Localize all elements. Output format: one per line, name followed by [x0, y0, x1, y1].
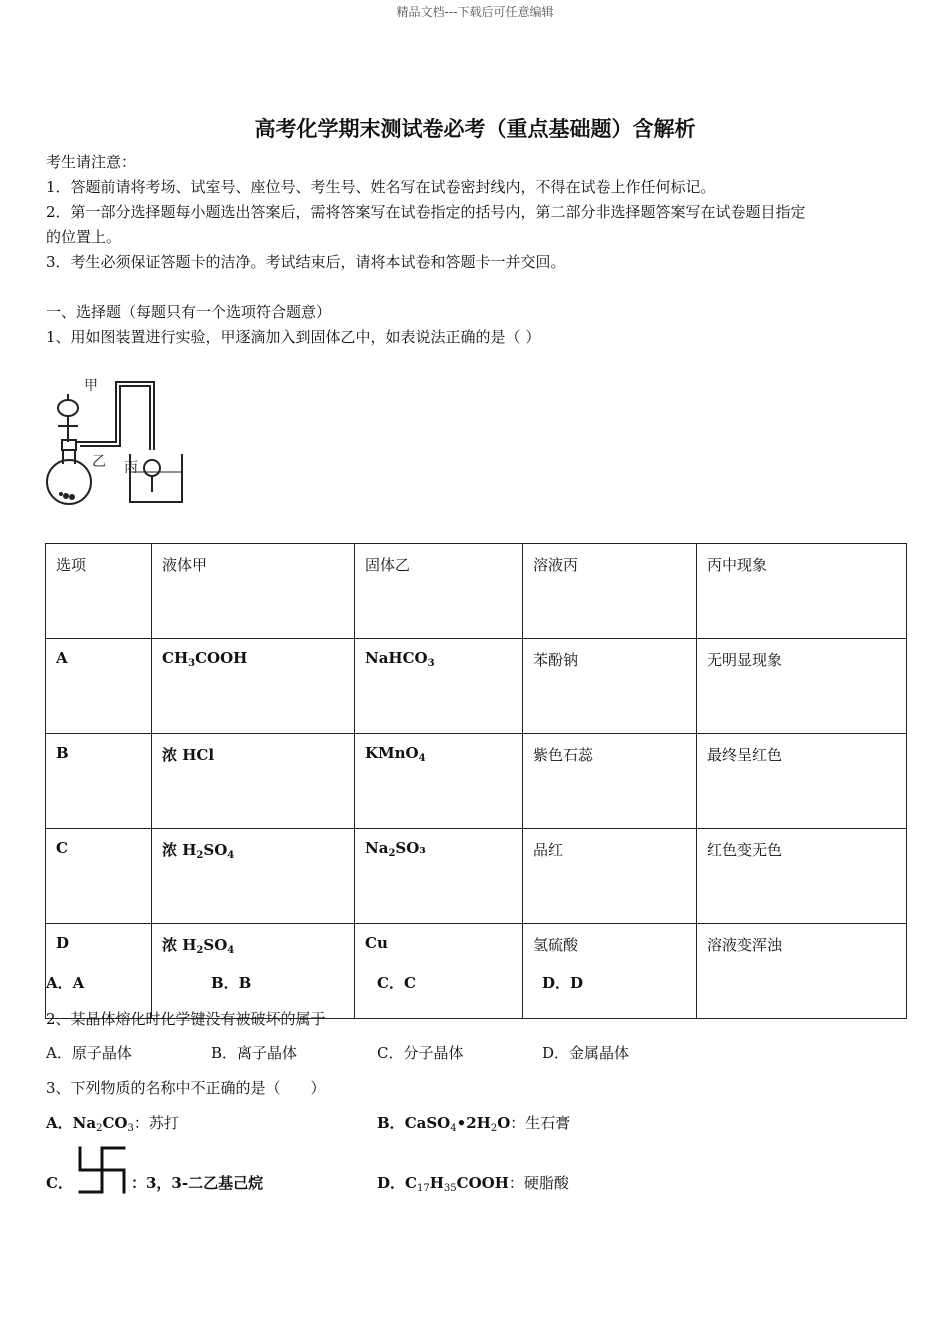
table-row: [46, 639, 907, 734]
solid-yi-cell: NaHCO$_3$: [355, 639, 523, 734]
phenomenon-cell: 溶液变浑浊: [697, 924, 907, 1019]
table-header-cell: 溶液丙: [523, 544, 697, 639]
q2-option-a: A．原子晶体: [46, 1044, 132, 1062]
option-cell: B: [46, 734, 152, 829]
solid-yi-cell: Cu: [355, 924, 523, 1019]
q3-option-c-label: C．: [46, 1174, 73, 1192]
question-3-stem: 3、下列物质的名称中不正确的是（ ）: [46, 1079, 326, 1097]
notice-item: 3．考生必须保证答题卡的洁净。考试结束后，请将本试卷和答题卡一并交回。: [46, 253, 566, 271]
label-yi: 乙: [92, 454, 106, 470]
q3-option-d: D．$C_{17}H_{35}COOH$：硬脂酸: [377, 1174, 569, 1194]
liquid-jia-cell: $CH_3COOH$: [152, 639, 355, 734]
phenomenon-cell: 最终呈红色: [697, 734, 907, 829]
solution-bing-cell: 苯酚钠: [523, 639, 697, 734]
q3-option-a: A．$Na_2CO_3$：苏打: [46, 1114, 179, 1134]
q1-option-c: C．C: [377, 974, 416, 992]
label-jia: 甲: [84, 378, 98, 394]
experiment-table: [45, 543, 907, 1019]
liquid-jia-cell: 浓 $H_2SO_4$: [152, 924, 355, 1019]
solution-bing-cell: 紫色石蕊: [523, 734, 697, 829]
notice-item: 2．第一部分选择题每小题选出答案后，需将答案写在试卷指定的括号内，第二部分非选择题答案写在试卷题目指定: [46, 203, 806, 221]
q1-option-a: A．A: [46, 974, 85, 992]
solid-yi-cell: KMnO$_4$: [355, 734, 523, 829]
page-title: 高考化学期末测试卷必考（重点基础题）含解析: [254, 117, 696, 141]
label-bing: 丙: [124, 460, 138, 476]
liquid-jia-cell: 浓 $H_2SO_4$: [152, 829, 355, 924]
solid-yi-cell: $Na_2SO_3$: [355, 829, 523, 924]
q3-option-c-name: ：3，3-二乙基己烷: [131, 1174, 264, 1192]
liquid-jia-cell: 浓 HCl: [152, 734, 355, 829]
q1-option-d: D．D: [542, 974, 584, 992]
table-header-cell: 固体乙: [355, 544, 523, 639]
q2-option-d: D．金属晶体: [542, 1044, 630, 1062]
table-row: [46, 734, 907, 829]
notice-item: 的位置上。: [46, 228, 122, 246]
table-row: [46, 924, 907, 1019]
table-row: [46, 829, 907, 924]
experiment-apparatus-figure: [44, 372, 194, 512]
q2-option-b: B．离子晶体: [211, 1044, 298, 1062]
table-header-cell: 丙中现象: [697, 544, 907, 639]
notice-heading: 考生请注意：: [46, 153, 137, 171]
q2-option-c: C．分子晶体: [377, 1044, 464, 1062]
phenomenon-cell: 红色变无色: [697, 829, 907, 924]
solution-bing-cell: 品红: [523, 829, 697, 924]
q3-option-b: B．$CaSO_4•2H_2O$：生石膏: [377, 1114, 571, 1134]
table-header-cell: 选项: [46, 544, 152, 639]
option-cell: D: [46, 924, 152, 1019]
option-cell: A: [46, 639, 152, 734]
table-header-row: [46, 544, 907, 639]
question-2-stem: 2、某晶体熔化时化学键没有被破坏的属于: [46, 1010, 326, 1028]
header-watermark: 精品文档---下载后可任意编辑: [396, 5, 554, 19]
notice-item: 1．答题前请将考场、试室号、座位号、考生号、姓名写在试卷密封线内，不得在试卷上作任何标记。: [46, 178, 716, 196]
section-heading: 一、选择题（每题只有一个选项符合题意）: [46, 303, 332, 321]
q1-option-b: B．B: [211, 974, 252, 992]
option-cell: C: [46, 829, 152, 924]
solution-bing-cell: 氢硫酸: [523, 924, 697, 1019]
skeletal-structure-figure: [76, 1144, 128, 1196]
phenomenon-cell: 无明显现象: [697, 639, 907, 734]
table-header-cell: 液体甲: [152, 544, 355, 639]
question-1-stem: 1、用如图装置进行实验，甲逐滴加入到固体乙中，如表说法正确的是（ ）: [46, 328, 541, 346]
